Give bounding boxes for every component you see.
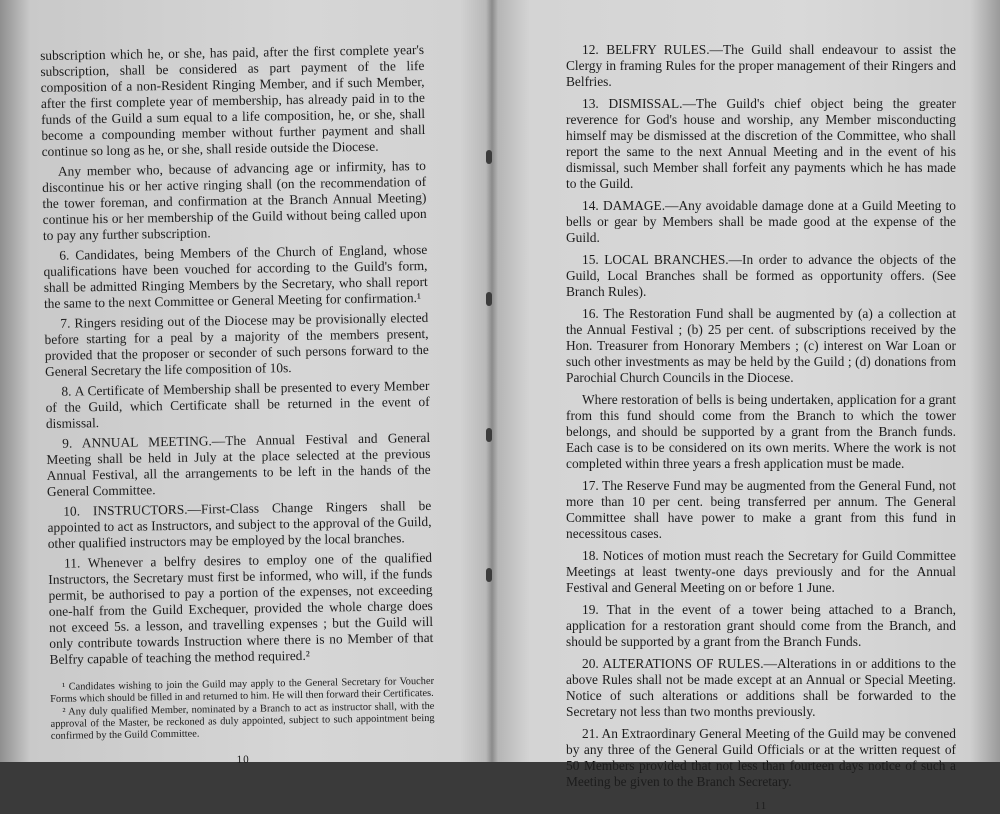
paragraph: 6. Candidates, being Members of the Church of England, whose qualifications have been vouched for according to the Guild's form, shall be admitted Ringing Members by the Secretary, who shall report the same to the next Committee or General Meeting for confirmation.¹ <box>43 241 428 311</box>
page-number: 10 <box>236 753 250 766</box>
paragraph: 12. BELFRY RULES.—The Guild shall endeavour to assist the Clergy in framing Rules for the proper management of their Ringers and Belfries. <box>566 42 956 89</box>
footnote: ¹ Candidates wishing to join the Guild may apply to the General Secretary for Voucher Forms which should be filled in and returned to him. He will then forward their Certificates. <box>50 675 435 705</box>
binding-stitch <box>486 568 492 582</box>
paragraph: 10. INSTRUCTORS.—First-Class Change Ringers shall be appointed to act as Instructors, and subject to the approval of the Guild, other qualified instructors may be employed by the local branches. <box>47 497 432 551</box>
paragraph: 18. Notices of motion must reach the Secretary for Guild Committee Meetings at least twenty-one days previously and for the Annual Festival and General Meeting on or before 1 June. <box>566 548 956 595</box>
left-page <box>40 42 435 771</box>
binding-stitch <box>486 428 492 442</box>
paragraph: Where restoration of bells is being undertaken, application for a grant from this fund should come from the Branch to which the tower belongs, and should be supported by a grant from the Branch funds. Each case is to be considered on its own merits. Where the work is not completed within three years a fresh application must be made. <box>566 392 956 471</box>
paragraph: subscription which he, or she, has paid, after the first complete year's subscription, shall be considered as part payment of the life composition of a non-Resident Ringing Member, and if such Member, after the first complete year of membership, has already paid in to the funds of the Guild a sum equal to a life composition, he, or she, shall become a compounding member without further payment and shall continue so long as he, or she, shall reside outside the Diocese. <box>40 41 426 159</box>
right-page <box>566 42 956 814</box>
paragraph: 21. An Extraordinary General Meeting of the Guild may be convened by any three of the General Guild Officials or at the written request of 50 Members provided that not less than fourteen days notice of such a Meeting be given to the Branch Secretary. <box>566 726 956 789</box>
paragraph: 7. Ringers residing out of the Diocese may be provisionally elected before starting for a peal by a majority of the members present, provided that the proposer or seconder of such persons forward to the General Secretary the life composition of 10s. <box>44 309 429 379</box>
paragraph: 14. DAMAGE.—Any avoidable damage done at a Guild Meeting to bells or gear by Members shall be made good at the expense of the Guild. <box>566 198 956 245</box>
footnote: ² Any duly qualified Member, nominated by a Branch to act as instructor shall, with the approval of the Master, be reckoned as duly appointed, subject to such appointment being confirmed by the Guild Committee. <box>50 700 435 742</box>
binding-stitch <box>486 292 492 306</box>
paragraph: 9. ANNUAL MEETING.—The Annual Festival and General Meeting shall be held in July at the place selected at the previous Annual Festival, all the arrangements to be left in the hands of the General Committee. <box>46 429 431 499</box>
paragraph: 8. A Certificate of Membership shall be presented to every Member of the Guild, which Certificate shall be returned in the event of dismissal. <box>45 377 430 431</box>
paragraph: 13. DISMISSAL.—The Guild's chief object being the greater reverence for God's house and worship, any Member misconducting himself may be dismissed at the discretion of the Committee, who shall report the same to the next Annual Meeting and in the event of his dismissal, such Member shall forfeit any payments which he has made to the Guild. <box>566 96 956 191</box>
paragraph: Any member who, because of advancing age or infirmity, has to discontinue his or her active ringing shall (on the recommendation of the tower foreman, and confirmation at the Branch Annual Meeting) continue his or her membership of the Guild without being called upon to pay any further subscription. <box>42 157 427 243</box>
footnotes <box>50 676 435 743</box>
binding-stitch <box>486 150 492 164</box>
paragraph: 20. ALTERATIONS OF RULES.—Alterations in or additions to the above Rules shall not be made except at an Annual or Special Meeting. Notice of such alterations or additions shall be forwarded to the Secretary not less than two months previously. <box>566 656 956 719</box>
paragraph: 19. That in the event of a tower being attached to a Branch, application for a restoration grant should come from the Branch, and should be supported by a grant from the Branch Funds. <box>566 602 956 649</box>
paragraph: 15. LOCAL BRANCHES.—In order to advance the objects of the Guild, Local Branches shall be formed as opportunity offers. (See Branch Rules). <box>566 252 956 299</box>
paragraph: 17. The Reserve Fund may be augmented from the General Fund, not more than 10 per cent. being transferred per annum. The General Committee shall have power to make a grant from this fund in necessitous cases. <box>566 478 956 541</box>
paragraph: 16. The Restoration Fund shall be augmented by (a) a collection at the Annual Festival ; (b) 25 per cent. of subscriptions received by the Hon. Treasurer from Honorary Members ; (c) interest on War Loan or such other investments as may be held by the Guild ; (d) donations from Parochial Church Councils in the Diocese. <box>566 306 956 385</box>
page-number: 11 <box>754 800 768 812</box>
paragraph: 11. Whenever a belfry desires to employ one of the qualified Instructors, the Secretary must first be informed, who will, if the funds permit, be authorised to pay a portion of the expenses, not exceeding one-half from the Guild Exchequer, provided the whole charge does not exceed 5s. a lesson, and travelling expenses ; but the Guild will only contribute towards Instruction where there is no Member of that Belfry capable of teaching the method required.² <box>48 549 434 667</box>
